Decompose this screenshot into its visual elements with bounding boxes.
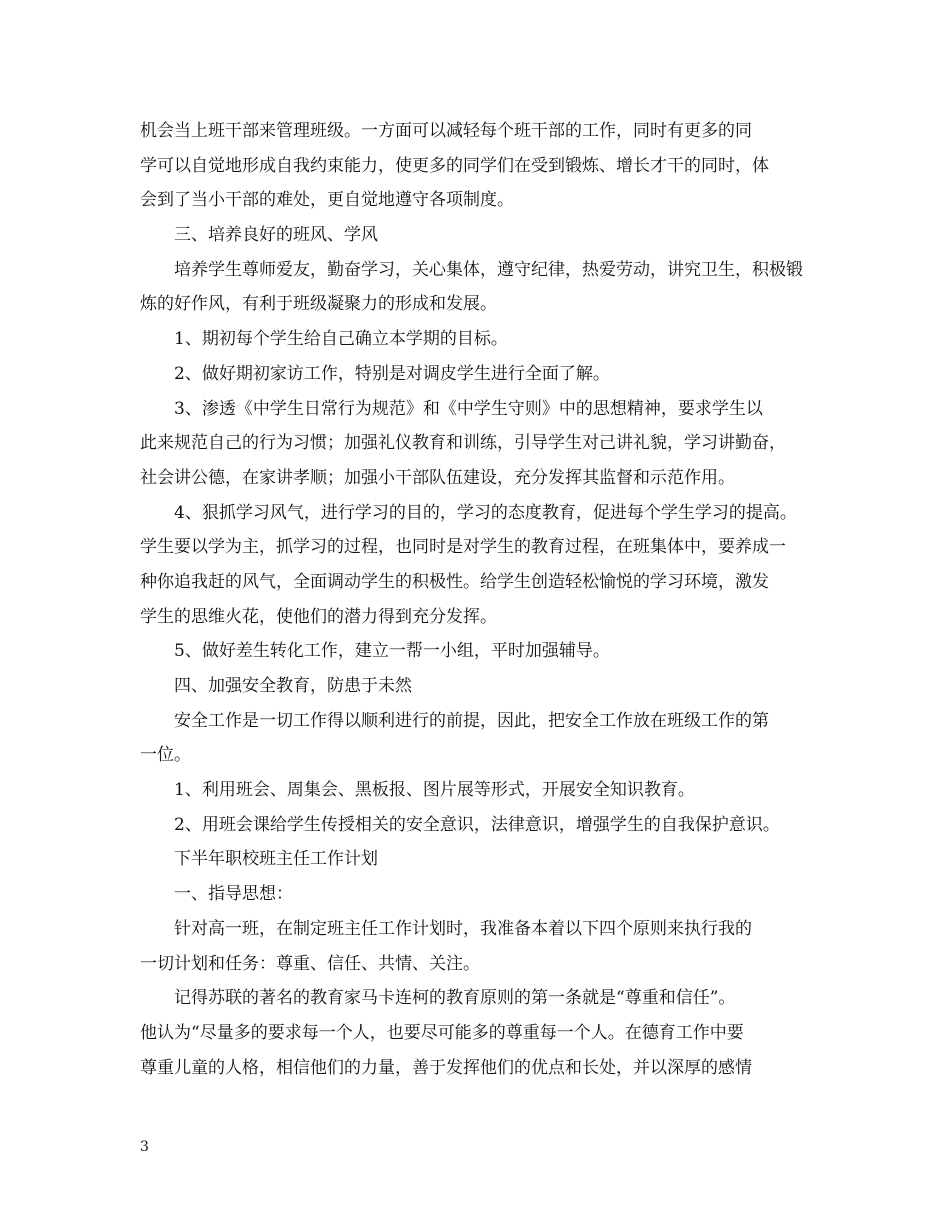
list-item: 2、做好期初家访工作，特别是对调皮学生进行全面了解。 [174,363,610,384]
document-body [140,114,820,1085]
list-item: 1、期初每个学生给自己确立本学期的目标。 [174,329,508,350]
text-line: 他认为“尽量多的要求每一个人，也要尽可能多的尊重每一个人。在德育工作中要 [140,1022,744,1043]
text-line: 学可以自觉地形成自我约束能力，使更多的同学们在受到锻炼、增长才干的同时，体 [140,155,769,176]
list-item: 1、利用班会、周集会、黑板报、图片展等形式，开展安全知识教育。 [174,780,695,801]
section-heading: 一、指导思想： [174,884,293,905]
document-title: 下半年职校班主任工作计划 [174,849,378,870]
text-line: 安全工作是一切工作得以顺利进行的前提，因此，把安全工作放在班级工作的第 [174,710,769,731]
page-number: 3 [140,1139,149,1155]
section-heading: 三、培养良好的班风、学风 [174,225,378,246]
text-line: 种你追我赶的风气，全面调动学生的积极性。给学生创造轻松愉悦的学习环境，激发 [140,571,769,592]
text-line: 一切计划和任务：尊重、信任、共情、关注。 [140,953,480,974]
text-line: 社会讲公德，在家讲孝顺；加强小干部队伍建设，充分发挥其监督和示范作用。 [140,467,735,488]
text-line: 记得苏联的著名的教育家马卡连柯的教育原则的第一条就是“尊重和信任”。 [174,988,736,1009]
list-item: 4、狠抓学习风气，进行学习的目的，学习的态度教育，促进每个学生学习的提高。 [174,502,797,523]
list-item: 2、用班会课给学生传授相关的安全意识，法律意识，增强学生的自我保护意识。 [174,814,780,835]
text-line: 尊重儿童的人格，相信他们的力量，善于发挥他们的优点和长处，并以深厚的感情 [140,1057,752,1078]
text-line: 会到了当小干部的难处，更自觉地遵守各项制度。 [140,190,514,211]
text-line: 培养学生尊师爱友，勤奋学习，关心集体，遵守纪律，热爱劳动，讲究卫生，积极锻 [174,259,803,280]
list-item: 3、渗透《中学生日常行为规范》和《中学生守则》中的思想精神，要求学生以 [174,398,763,419]
text-line: 一位。 [140,745,191,766]
section-heading: 四、加强安全教育，防患于未然 [174,676,412,696]
text-line: 学生的思维火花，使他们的潜力得到充分发挥。 [140,606,497,627]
text-line: 此来规范自己的行为习惯；加强礼仪教育和训练，引导学生对己讲礼貌，学习讲勤奋， [140,433,786,454]
list-item: 5、做好差生转化工作，建立一帮一小组，平时加强辅导。 [174,641,610,662]
text-line: 炼的好作风，有利于班级凝聚力的形成和发展。 [140,294,497,315]
text-line: 机会当上班干部来管理班级。一方面可以减轻每个班干部的工作，同时有更多的同 [140,121,752,141]
text-line: 针对高一班，在制定班主任工作计划时，我准备本着以下四个原则来执行我的 [174,918,752,939]
text-line: 学生要以学为主，抓学习的过程，也同时是对学生的教育过程，在班集体中，要养成一 [140,537,786,558]
